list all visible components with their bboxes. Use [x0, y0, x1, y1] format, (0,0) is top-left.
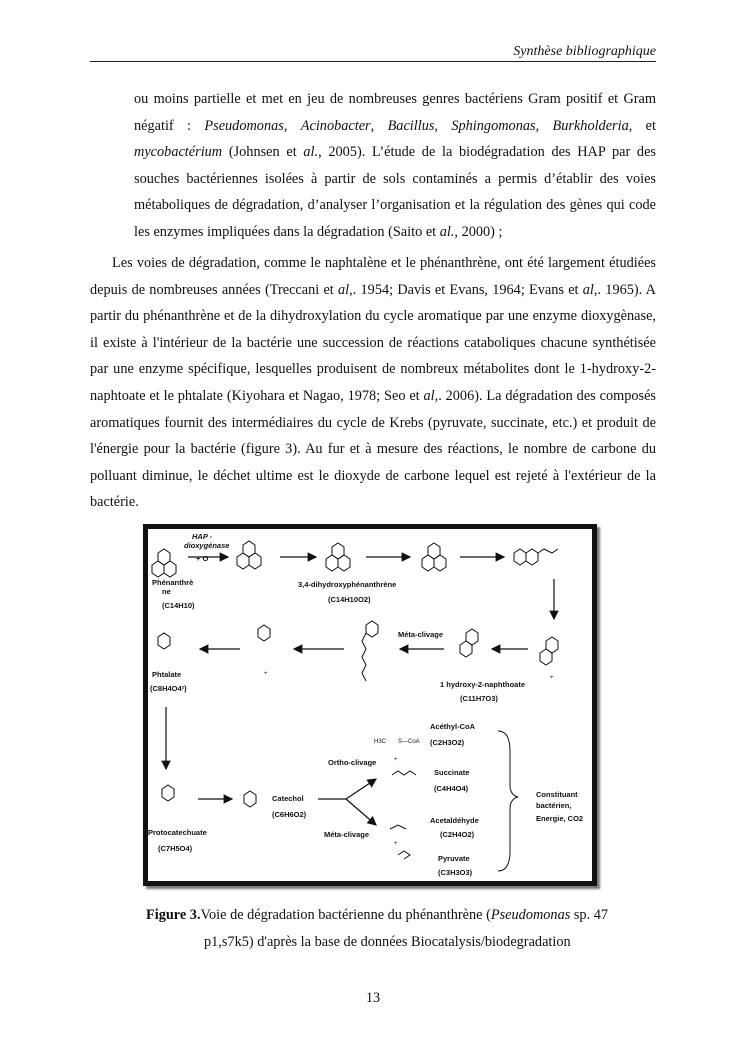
phthalate-formula: (C8H4O4²) — [150, 684, 187, 693]
acetylcoa-formula: (C2H3O2) — [430, 738, 465, 747]
phenanthrene-structure — [152, 549, 176, 577]
caption-label: Figure 3. — [146, 907, 201, 923]
carboxybenzalpyruvate-structure — [362, 621, 378, 681]
figure-caption: Figure 3.Voie de dégradation bactérienne du phénanthrène (Pseudomonas sp. 47 p1,s7k5) d'après la base de données Biocatalysis/biodegradation — [146, 907, 609, 950]
enzyme-label-1: HAP - — [192, 532, 213, 541]
pathway-figure — [143, 524, 597, 886]
page-number: 13 — [365, 990, 381, 1006]
h3c-label: H3C — [374, 739, 387, 745]
hydroxynaphthoate-name: 1 hydroxy-2-naphthoate — [440, 680, 526, 689]
ortho-cleavage-label: Ortho-clivage — [328, 758, 377, 767]
acetylcoa-name: Acéthyl-CoA — [430, 722, 476, 731]
arrow-ortho — [346, 779, 376, 799]
hydroxynaphthoate-structure — [460, 629, 478, 657]
indented-paragraph: ou moins partielle et met en jeu de nombreuses genres bactériens Gram positif et Gram négatif : Pseudomonas, Acinobacter, Bacillus, Sphingomonas, Burkholderia, et mycobactérium (Johnsen et al., 2005). L’étude de la biodégradation des HAP par des souches bactériennes isolées à partir de sols contaminés a permis d’établir des voies métaboliques de dégradation, d’analyser l’organisation et la régulation des gènes qui code les enzymes impliquées dans la dégradation (Saito et al., 2000) ; — [134, 91, 656, 240]
oxygen-label: + O — [196, 554, 209, 563]
plus-sign-1: + — [264, 671, 268, 677]
succinate-formula: (C4H4O4) — [434, 784, 469, 793]
dihydroxy-name: 3,4-dihydroxyphénanthrène — [298, 580, 397, 589]
pyruvate-formula: (C3H3O3) — [438, 868, 473, 877]
succinate-structure — [392, 771, 416, 775]
phthalate-structure — [158, 633, 170, 649]
pyruvate-name: Pyruvate — [438, 854, 470, 863]
ring-cleavage-structure — [422, 543, 446, 571]
cis-dihydrodiol-structure — [237, 541, 261, 569]
header-rule — [90, 61, 656, 62]
acetaldehyde-structure — [390, 825, 406, 829]
phenanthrene-formula: (C14H10) — [162, 601, 195, 610]
acetaldehyde-name: Acetaldéhyde — [430, 816, 479, 825]
phenanthrene-name-1: Phénanthrè — [152, 578, 194, 587]
plus-sign-3: + — [394, 757, 398, 763]
plus-sign-2: + — [550, 675, 554, 681]
catechol-structure — [244, 791, 256, 807]
products-brace — [498, 731, 518, 871]
hydroxynaphthoate-formula: (C11H7O3) — [460, 694, 498, 703]
phthalate-name: Phtalate — [152, 670, 182, 679]
enzyme-label-2: dioxygénase — [184, 541, 230, 550]
catechol-formula: (C6H6O2) — [272, 810, 307, 819]
body-paragraph: Les voies de dégradation, comme le naphtalène et le phénanthrène, ont été largement étudiées depuis de nombreuses années (Treccani et al,. 1954; Davis et Evans, 1964; Evans et al,. 1965). A partir du phénanthrène et de la dihydroxylation du cycle aromatique par une enzyme dioxygènase, il existe à l'intérieur de la bactérie une succession de réactions cataboliques chacune synthétisée par une enzyme spécifique, lesquelles produisent de nombreux métabolites dont le 1-hydroxy-2-naphtoate et le phtalate (Kiyohara et Nagao, 1978; Seo et al,. 2006). La dégradation des composés aromatiques fournit des intermédiaires du cycle de Krebs (pyruvate, succinate, etc.) et produit de l'énergie pour la bactérie (figure 3). Au fur et à mesure des réactions, le nombre de carbone du polluant diminue, le déchet ultime est le dioxyde de carbone lequel est rejeté à l'extérieur de la bactérie. — [90, 255, 656, 511]
protocatechuate-name: Protocatechuate — [148, 828, 207, 837]
dihydroxyphenanthrene-structure — [326, 543, 350, 571]
running-header: Synthèse bibliographique — [513, 44, 656, 59]
meta-cleavage-label-1: Méta-clivage — [398, 630, 444, 639]
arrow-meta — [346, 799, 376, 825]
protocatechuate-structure — [162, 785, 174, 801]
pathway-diagram — [148, 529, 592, 881]
coa-label: S—CoA — [398, 739, 420, 745]
constituent-label-1: Constituant — [536, 790, 578, 799]
plus-sign-4: + — [394, 841, 398, 847]
acetaldehyde-formula: (C2H4O2) — [440, 830, 475, 839]
phenanthrene-name-2: ne — [162, 587, 171, 596]
constituent-label-2: bactérien, — [536, 801, 572, 810]
constituent-label-3: Energie, CO2 — [536, 814, 584, 823]
protocatechuate-formula: (C7H5O4) — [158, 844, 193, 853]
dihydroxy-formula: (C14H10O2) — [328, 595, 371, 604]
carboxybenzaldehyde-structure — [258, 625, 270, 641]
naphthyl-acid-structure — [514, 549, 558, 565]
succinate-name: Succinate — [434, 768, 470, 777]
catechol-name: Catechol — [272, 794, 304, 803]
meta-cleavage-label-2: Méta-clivage — [324, 830, 370, 839]
formylnaphthoate-structure — [540, 637, 558, 665]
pyruvate-structure — [398, 851, 410, 859]
